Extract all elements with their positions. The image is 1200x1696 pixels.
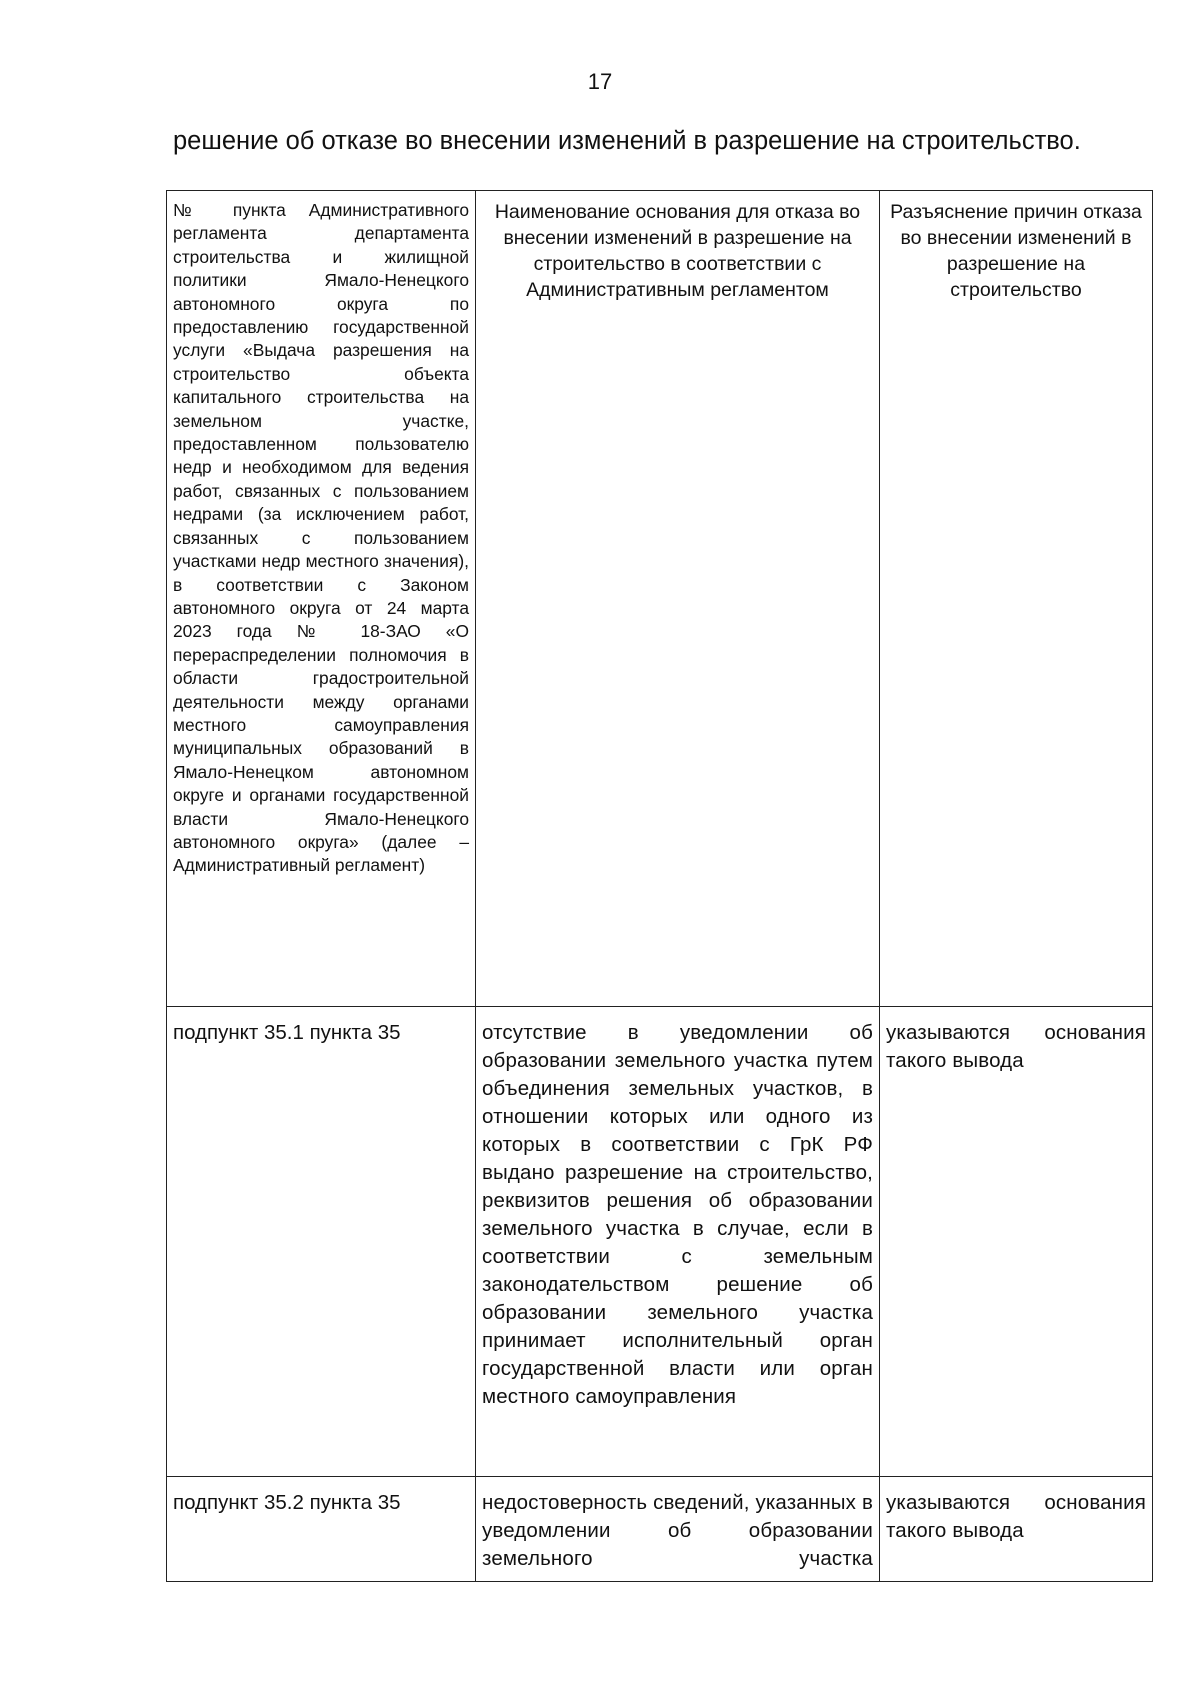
header-cell-explanation (880, 191, 1153, 1007)
row-ref-cell (167, 1477, 476, 1582)
row-reason-cell (476, 1477, 880, 1582)
header-regulation-clause-text: № пункта Административного регламента департамента строительства и жилищной политики Ямало-Ненецкого автономного округа по предоставлению государственной услуги «Выдача разрешения на строительство объекта капитального строительства на земельном участке, предоставленном пользователю недр и необходимом для ведения работ, связанных с пользованием недрами (за исключением работ, связанных с пользованием участками недр местного значения), в соответствии с Законом автономного округа от 24 марта 2023 года № 18-ЗАО «О перераспределении полномочия в области градостроительной деятельности между органами местного самоуправления муниципальных образований в Ямало-Ненецком автономном округе и органами государственной власти Ямало-Ненецкого автономного округа» (далее – Административный регламент) (173, 200, 469, 876)
table-row (167, 1007, 1153, 1477)
refusal-grounds-table (166, 190, 1153, 1582)
row-explanation-cell (880, 1477, 1153, 1582)
page-number: 17 (587, 69, 613, 94)
row-ref-text: подпункт 35.1 пункта 35 (173, 1021, 401, 1044)
table-row (167, 1477, 1153, 1582)
header-refusal-ground-text: Наименование основания для отказа во внесении изменений в разрешение на строительство в соответствии с Административным регламентом (494, 201, 861, 301)
table-header-row (167, 191, 1153, 1007)
row-reason-text: отсутствие в уведомлении об образовании земельного участка путем объединения земельных участков, в отношении которых или одного из которых в соответствии с ГрК РФ выдано разрешение на строительство, реквизитов решения об образовании земельного участка в случае, если в соответствии с земельным законодательством решение об образовании земельного участка принимает исполнительный орган государственной власти или орган местного самоуправления (482, 1021, 873, 1408)
row-reason-cell (476, 1007, 880, 1477)
header-explanation-text: Разъяснение причин отказа во внесении изменений в разрешение на строительство (890, 201, 1142, 301)
row-explanation-text: указываются основания такого вывода (886, 1491, 1146, 1542)
header-cell-refusal-ground (476, 191, 880, 1007)
row-explanation-text: указываются основания такого вывода (886, 1021, 1146, 1072)
row-ref-cell (167, 1007, 476, 1477)
header-cell-regulation-clause (167, 191, 476, 1007)
row-explanation-cell (880, 1007, 1153, 1477)
intro-paragraph: решение об отказе во внесении изменений в разрешение на строительство. (173, 127, 1081, 155)
row-reason-text: недостоверность сведений, указанных в уведомлении об образовании земельного участка (482, 1491, 873, 1570)
row-ref-text: подпункт 35.2 пункта 35 (173, 1491, 401, 1514)
